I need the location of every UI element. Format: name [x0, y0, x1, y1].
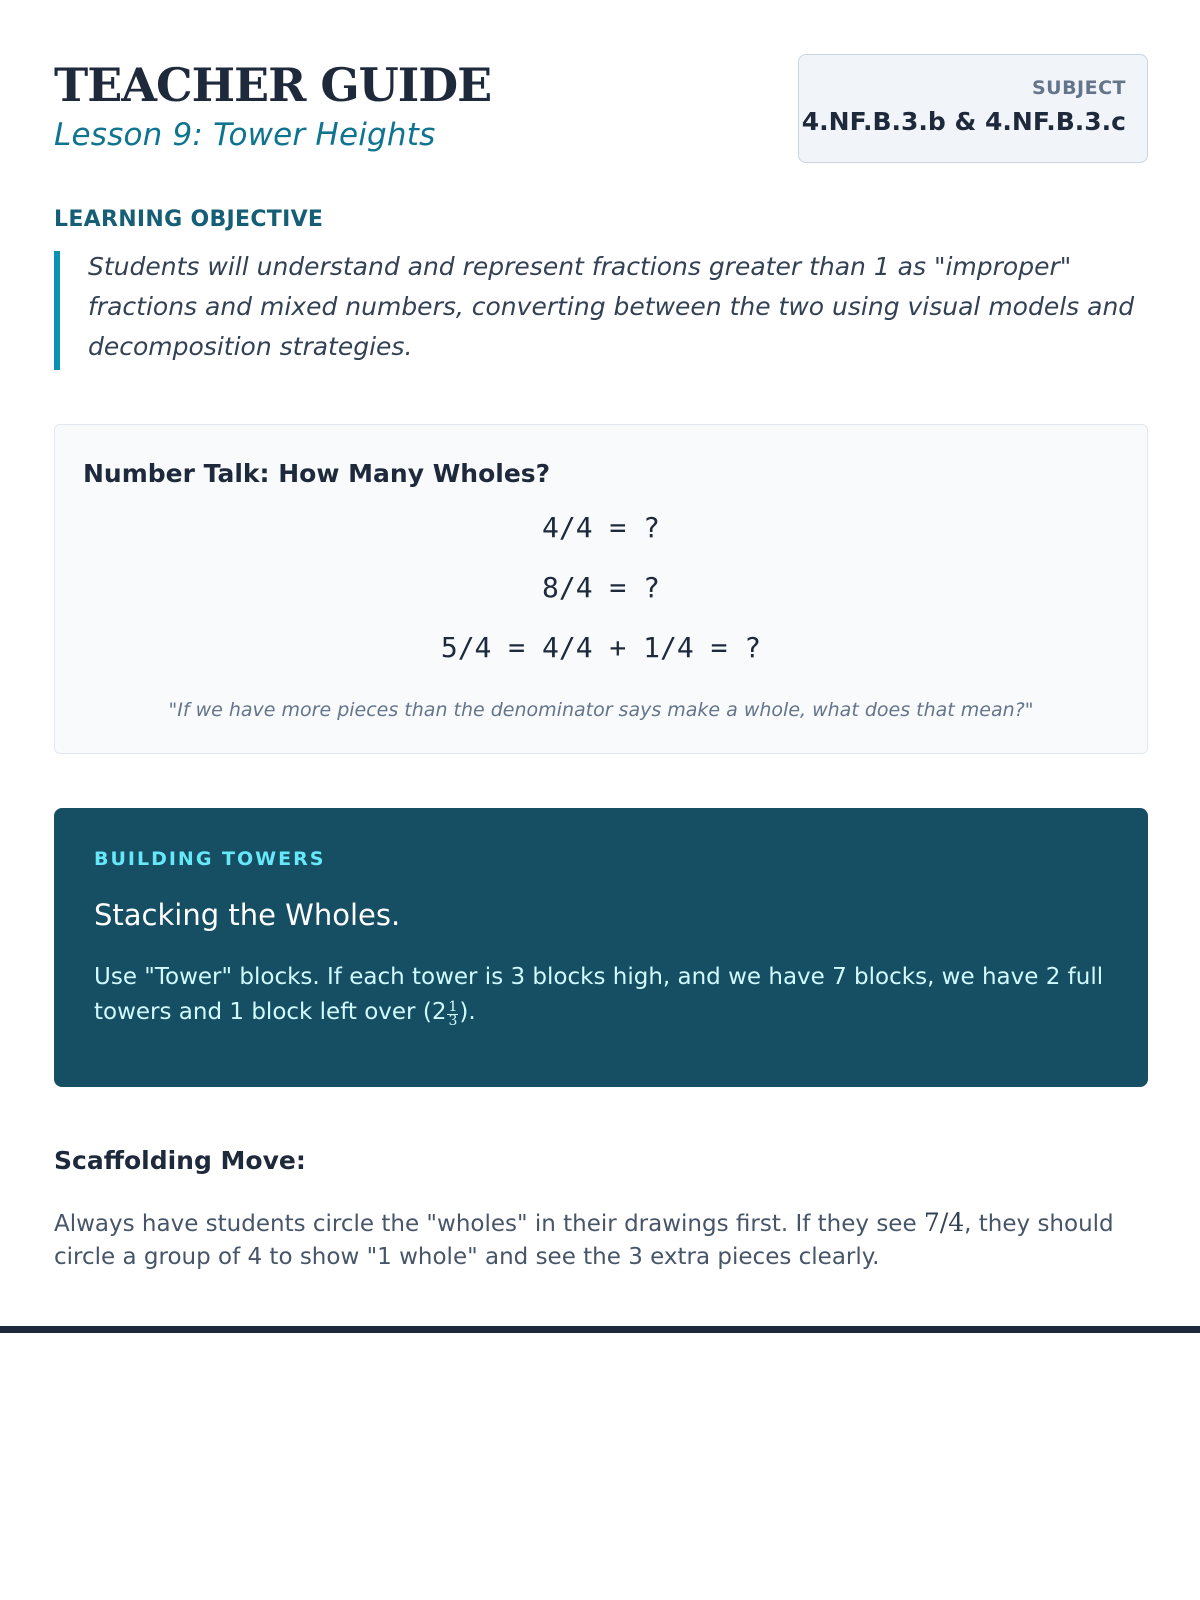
teacher-guide-page — [54, 0, 1148, 1270]
number-talk-title: Number Talk: How Many Wholes? — [83, 459, 551, 488]
learning-objective-quote — [54, 251, 1148, 370]
subject-value: 4.NF.B.3.b & 4.NF.B.3.c — [801, 107, 1126, 136]
subject-label: SUBJECT — [1031, 77, 1126, 99]
mixed-number-whole: 2 — [431, 999, 447, 1025]
fraction-numerator: 1 — [448, 999, 458, 1015]
equation-2: 8/4 = ? — [541, 571, 660, 604]
subject-box — [798, 54, 1148, 163]
equation-1: 4/4 = ? — [541, 511, 660, 544]
scaffolding-body-prefix: Always have students circle the "wholes" in their drawings first. If they see — [54, 1211, 924, 1237]
building-towers-title: Stacking the Wholes. — [94, 898, 401, 932]
building-towers-body-suffix: ). — [459, 999, 476, 1025]
bottom-divider — [0, 1326, 1200, 1333]
fraction-denominator: 3 — [448, 1013, 458, 1029]
learning-objective-text: Students will understand and represent fractions greater than 1 as "improper" fractions and mixed numbers, converting between the two using visual models and decomposition strategies. — [88, 252, 1135, 361]
scaffolding-fraction: 7/4 — [923, 1208, 965, 1237]
equation-3: 5/4 = 4/4 + 1/4 = ? — [440, 631, 762, 664]
building-towers-body — [94, 960, 1108, 1030]
mixed-number-fraction — [447, 1001, 458, 1028]
building-towers-label: BUILDING TOWERS — [94, 848, 326, 870]
scaffolding-body-suffix: , they should circle a group of 4 to show "1 whole" and see the 3 extra pieces clearly. — [54, 1211, 1114, 1270]
lesson-title: Lesson 9: Tower Heights — [54, 117, 436, 153]
building-towers-box — [54, 808, 1148, 1087]
learning-objective-heading: LEARNING OBJECTIVE — [54, 207, 324, 232]
number-talk-prompt: "If we have more pieces than the denominator says make a whole, what does that mean?" — [168, 699, 1034, 721]
document-title: TEACHER GUIDE — [54, 58, 492, 112]
scaffolding-body — [54, 1206, 1148, 1274]
number-talk-box — [54, 424, 1148, 754]
scaffolding-heading: Scaffolding Move: — [54, 1146, 306, 1175]
page-header — [54, 0, 1148, 190]
building-towers-body-prefix: Use "Tower" blocks. If each tower is 3 blocks high, and we have 7 blocks, we have 2 full towers and 1 block left over ( — [94, 964, 1104, 1025]
